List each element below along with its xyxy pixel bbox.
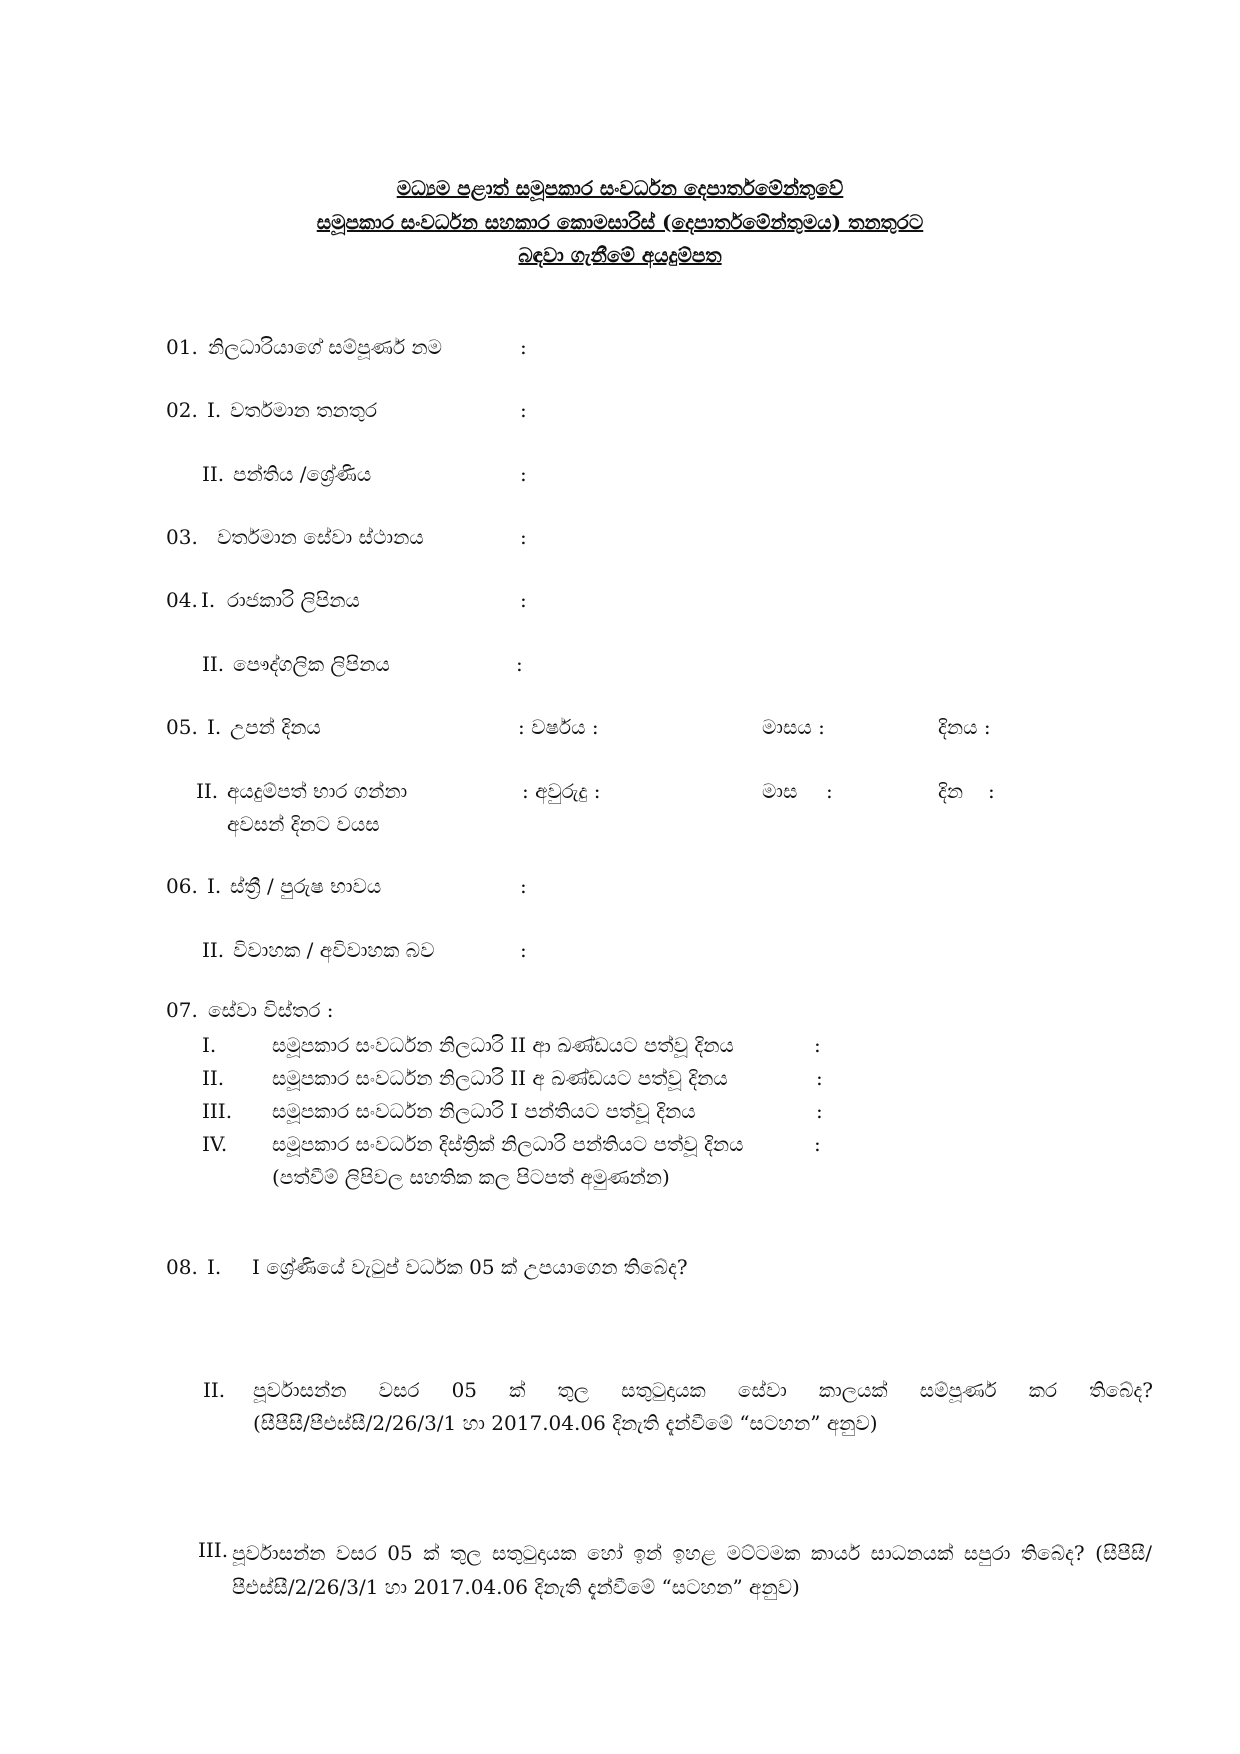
service-row-4-roman: IV. <box>202 1132 228 1156</box>
item-05-roman-1: I. <box>207 715 222 739</box>
item-03-colon: : <box>520 525 527 549</box>
item-08-number: 08. <box>166 1255 198 1279</box>
item-05-day-1: දිනය : <box>938 715 991 739</box>
item-02-number: 02. <box>166 398 198 422</box>
service-row-4-text: සමූපකාර සංවර්ධන දිස්ත්‍රික් නිලධාරි පන්තියට පත්වූ දිනය <box>272 1132 744 1156</box>
header-line-3: බඳවා ගැනීමේ අයදුම්පත <box>518 243 722 267</box>
item-01-colon: : <box>520 335 527 359</box>
service-row-1-colon: : <box>814 1033 821 1057</box>
service-row-2-text: සමූපකාර සංවර්ධන නිලධාරි II අ ඛණ්ඩයට පත්වූ දිනය <box>272 1066 728 1090</box>
item-08-text-2b: (සීපීසී/පීඑස්සී/2/26/3/1 හා 2017.04.06 දිනැති දැන්වීමේ “සටහන” අනුව) <box>253 1411 878 1435</box>
item-05-label-2a: අයදුම්පත් භාර ගන්නා <box>227 779 408 803</box>
item-01-number: 01. <box>166 335 198 359</box>
item-05-label-1: උපන් දිනය <box>230 715 321 739</box>
item-04-roman-1: I. <box>201 588 216 612</box>
item-02-colon-1: : <box>520 398 527 422</box>
service-row-3-text: සමූපකාර සංවර්ධන නිලධාරි I පන්තියට පත්වූ දිනය <box>272 1099 696 1123</box>
item-06-roman-2: II. <box>202 938 225 962</box>
item-08-text-2a: පූර්වාසන්න වසර 05 ක් තුල සතුටුදායක සේවා කාලයක් සම්පූර්ණ කර තිබේද? <box>253 1378 1153 1402</box>
service-row-3-colon: : <box>816 1099 823 1123</box>
item-02-label-1: වර්තමාන තනතුර <box>230 398 378 422</box>
service-row-1-roman: I. <box>202 1033 217 1057</box>
item-06-label-1: ස්ත්‍රී / පුරුෂ භාවය <box>230 874 382 898</box>
item-02-roman-1: I. <box>207 398 222 422</box>
item-06-roman-1: I. <box>207 874 222 898</box>
item-04-label-2: පෞද්ගලික ලිපිනය <box>233 652 390 676</box>
item-04-number: 04. <box>166 588 198 612</box>
item-04-roman-2: II. <box>202 652 225 676</box>
item-01-label: නිලධාරියාගේ සම්පූර්ණ නම <box>208 335 443 359</box>
item-03-label: වර්තමාන සේවා ස්ථානය <box>217 525 424 549</box>
item-05-roman-2: II. <box>196 779 219 803</box>
item-02-colon-2: : <box>520 462 527 486</box>
item-06-number: 06. <box>166 874 198 898</box>
item-03-number: 03. <box>166 525 198 549</box>
item-05-number: 05. <box>166 715 198 739</box>
item-05-month-1: මාසය : <box>762 715 825 739</box>
item-05-day-2: දින <box>938 779 964 803</box>
item-07-label: සේවා විස්තර : <box>208 998 334 1022</box>
item-04-colon-1: : <box>520 588 527 612</box>
service-row-1-text: සමූපකාර සංවර්ධන නිලධාරි II ආ ඛණ්ඩයට පත්වූ දිනය <box>272 1033 734 1057</box>
item-05-year-1: : වර්ෂය : <box>518 715 599 739</box>
item-05-month-2: මාස <box>762 779 798 803</box>
item-02-label-2: පන්තිය /ශ්‍රේණිය <box>233 462 372 486</box>
service-row-3-roman: III. <box>202 1099 233 1123</box>
item-05-month-2-colon: : <box>826 779 833 803</box>
item-04-label-1: රාජකාරි ලිපිනය <box>227 588 360 612</box>
item-05-year-2: : අවුරුදු : <box>522 779 601 803</box>
item-07-number: 07. <box>166 998 198 1022</box>
service-row-2-colon: : <box>816 1066 823 1090</box>
item-08-text-1: I ශ්‍රේණියේ වැටුප් වර්ධක 05 ක් උපයාගෙන තිබේද? <box>252 1255 688 1279</box>
item-06-label-2: විවාහක / අවිවාහක බව <box>233 938 435 962</box>
item-06-colon-2: : <box>520 938 527 962</box>
service-note: (පත්වීම් ලිපිවල සහතික කල පිටපත් අමුණන්න) <box>272 1165 670 1189</box>
service-row-4-colon: : <box>814 1132 821 1156</box>
item-08-roman-1: I. <box>207 1255 222 1279</box>
header-line-1: මධ්‍යම පළාත් සමූපකාර සංවර්ධන දෙපාර්තමේන්තුවේ <box>396 176 844 200</box>
service-row-2-roman: II. <box>202 1066 225 1090</box>
item-08-text-3: පූර්වාසන්න වසර 05 ක් තුල සතුටුදායක හෝ ඉන් ඉහළ මට්ටමක කාර්ය සාධනයක් සපුරා තිබේද? (සීපීසී/පීඑස්සී/2/26/3/1 හා 2017.04.06 දිනැති දැන්වීමේ “සටහන” අනුව) <box>232 1541 1152 1599</box>
item-05-label-2b: අවසන් දිනට වයස <box>227 812 380 836</box>
item-04-colon-2: : <box>516 652 523 676</box>
item-02-roman-2: II. <box>202 462 225 486</box>
item-08-roman-3: III. <box>198 1538 229 1562</box>
item-06-colon-1: : <box>520 874 527 898</box>
item-05-day-2-colon: : <box>988 779 995 803</box>
item-08-roman-2: II. <box>203 1378 226 1402</box>
header-line-2: සමූපකාර සංවර්ධන සහකාර කොමසාරිස් (දෙපාර්තමේන්තුමය) තනතුරට <box>316 210 924 234</box>
